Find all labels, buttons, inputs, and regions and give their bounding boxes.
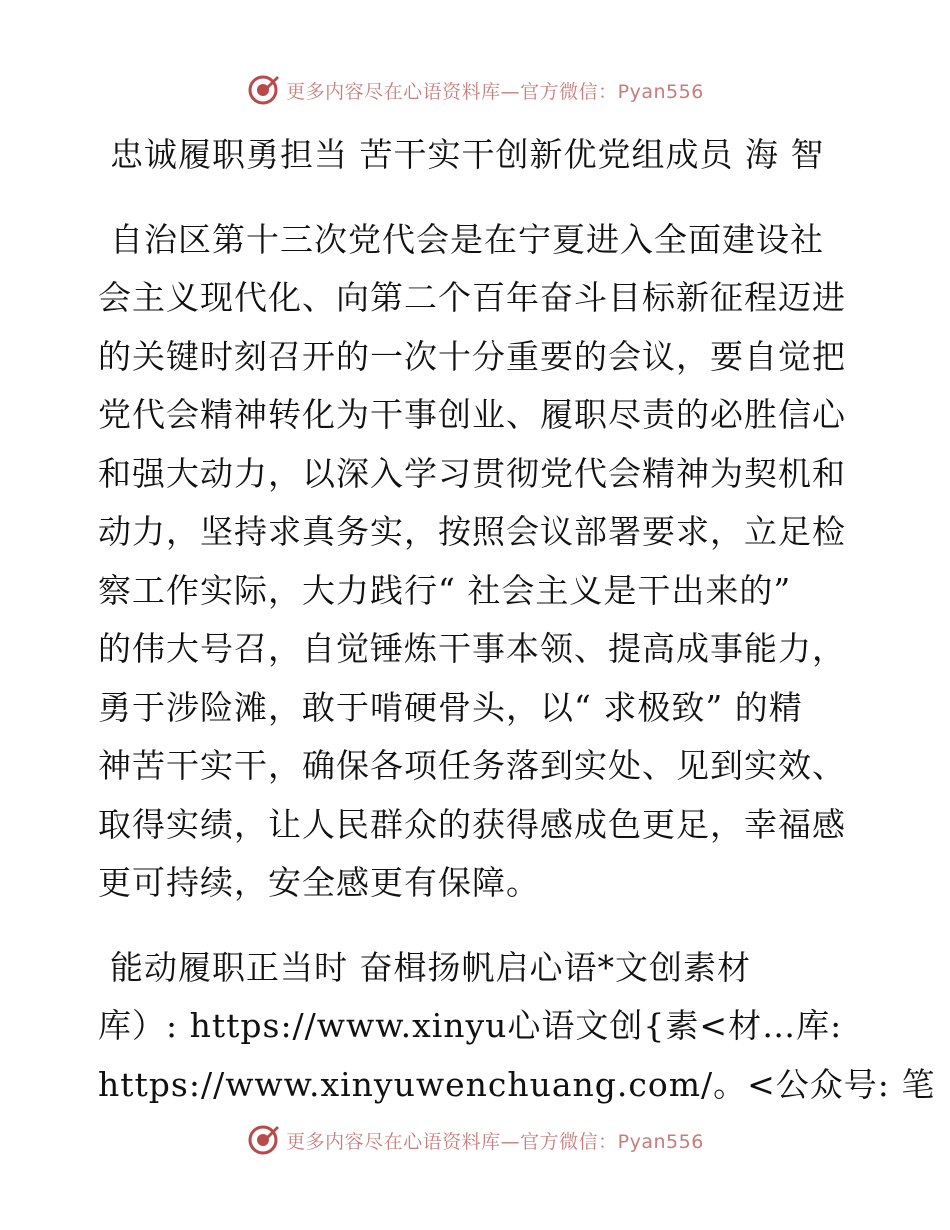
text-line: 的伟大号召，自觉锤炼干事本领、提高成事能力， (98, 629, 846, 668)
text-line: 神苦干实干，确保各项任务落到实处、见到实效、 (98, 746, 846, 785)
text-line: 会主义现代化、向第二个百年奋斗目标新征程迈进 (98, 278, 846, 317)
text-line: 的关键时刻召开的一次十分重要的会议，要自觉把 (98, 336, 846, 376)
banner-text: 更多内容尽在心语资料库—官方微信：Pyan556 (286, 1130, 704, 1153)
text-line: 取得实绩，让人民群众的获得感成色更足，幸福感 (98, 804, 846, 844)
text-line: 党代会精神转化为干事创业、履职尽责的必胜信心 (98, 395, 846, 434)
footer-banner (0, 1120, 950, 1160)
text-line: https://www.xinyuwenchuang.com/。<公众号: 笔 (98, 1064, 936, 1104)
text-line: 察工作实际，大力践行“ 社会主义是干出来的” (98, 570, 792, 610)
pen-circle-logo-icon (246, 1123, 280, 1157)
pen-circle-logo-icon (246, 73, 280, 107)
document-body (98, 126, 936, 1114)
paragraph-1 (98, 211, 858, 913)
header-banner (0, 70, 950, 110)
text-line: 更可持续，安全感更有保障。 (98, 863, 540, 902)
text-line: 勇于涉险滩，敢于啃硬骨头，以“ 求极致” 的精 (98, 687, 803, 727)
text-line: 库）: https://www.xinyu心语文创{素<材…库: (98, 1006, 843, 1045)
banner-text: 更多内容尽在心语资料库—官方微信：Pyan556 (286, 80, 704, 103)
text-line: 和强大动力，以深入学习贯彻党代会精神为契机和 (98, 453, 846, 493)
text-line: 能动履职正当时 奋楫扬帆启心语*文创素材 (110, 947, 751, 987)
text-line: 自治区第十三次党代会是在宁夏进入全面建设社 (110, 219, 824, 259)
paragraph-2 (98, 939, 936, 1115)
text-line: 动力，坚持求真务实，按照会议部署要求，立足检 (98, 512, 846, 551)
document-title: 忠诚履职勇担当 苦干实干创新优党组成员 海 智 (110, 135, 825, 174)
